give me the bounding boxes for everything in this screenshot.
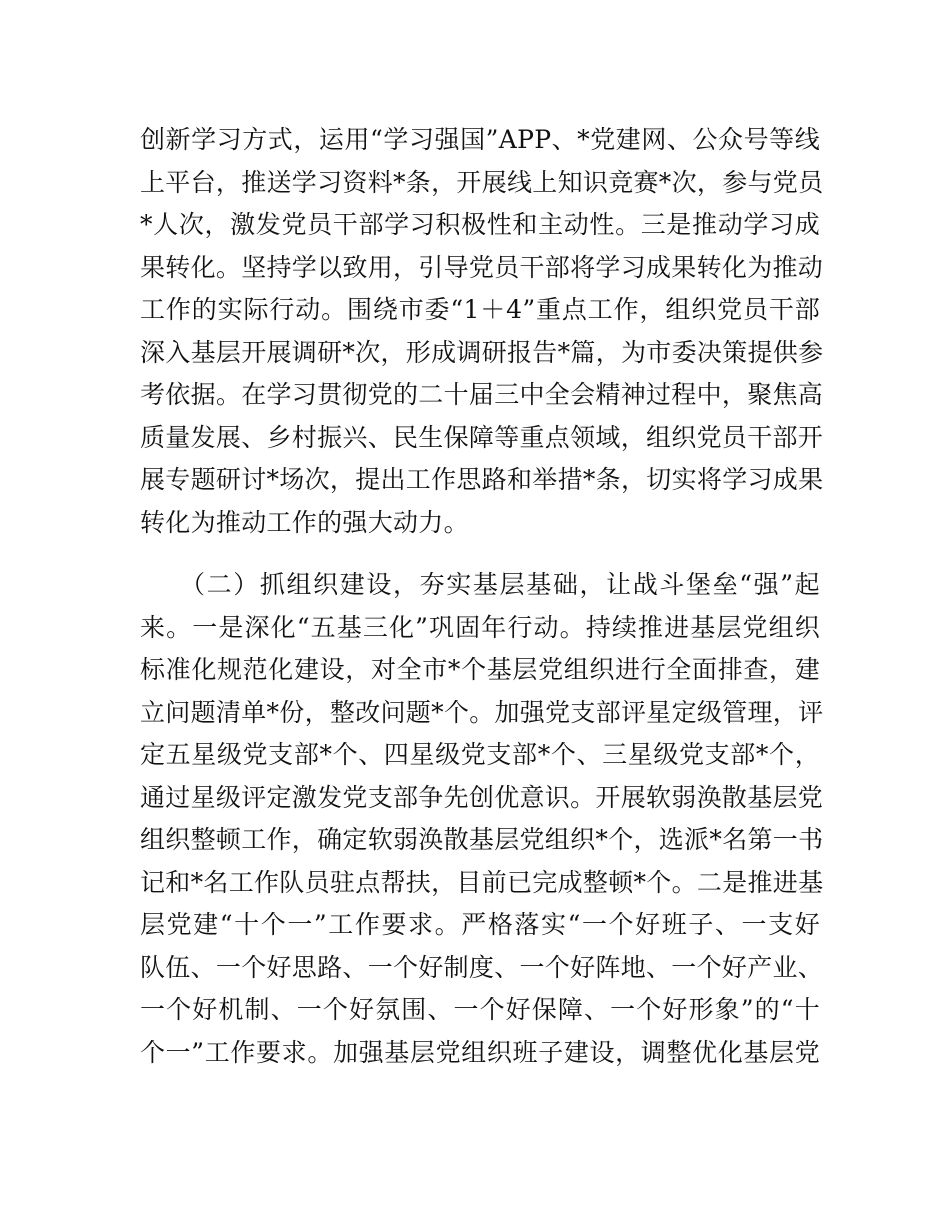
paragraph-spacer (140, 544, 820, 564)
text-line: 深入基层开展调研*次，形成调研报告*篇，为市委决策提供参 (140, 337, 824, 367)
text-line: 通过星级评定激发党支部争先创优意识。开展软弱涣散基层党 (140, 782, 824, 812)
text-line: 考依据。在学习贯彻党的二十届三中全会精神过程中，聚焦高 (140, 380, 824, 409)
text-line: 上平台，推送学习资料*条，开展线上知识竞赛*次，参与党员 (140, 167, 824, 197)
text-line: 队伍、一个好思路、一个好制度、一个好阵地、一个好产业、 (140, 952, 824, 982)
section-heading-line: （二）抓组织建设，夯实基层基础，让战斗堡垒“强”起 (180, 570, 820, 599)
text-line: 个一”工作要求。加强基层党组织班子建设，调整优化基层党 (140, 1037, 820, 1067)
text-line: 定五星级党支部*个、四星级党支部*个、三星级党支部*个， (140, 740, 820, 769)
text-line: 记和*名工作队员驻点帮扶，目前已完成整顿*个。二是推进基 (140, 867, 824, 897)
text-line: 质量发展、乡村振兴、民生保障等重点领域，组织党员干部开 (140, 422, 824, 452)
text-line: 标准化规范化建设，对全市*个基层党组织进行全面排查，建 (140, 655, 820, 684)
text-line: 展专题研讨*场次，提出工作思路和举措*条，切实将学习成果 (140, 465, 824, 494)
text-line: 来。一是深化“五基三化”巩固年行动。持续推进基层党组织 (140, 612, 820, 642)
paragraph-study-transformation (140, 119, 824, 544)
text-line: 工作的实际行动。围绕市委“1＋4”重点工作，组织党员干部 (140, 295, 820, 324)
text-line: *人次，激发党员干部学习积极性和主动性。三是推动学习成 (140, 210, 820, 239)
text-line: 创新学习方式，运用“学习强国”APP、*党建网、公众号等线 (140, 125, 820, 154)
text-line: 层党建“十个一”工作要求。严格落实“一个好班子、一支好 (140, 910, 820, 939)
text-line: 果转化。坚持学以致用，引导党员干部将学习成果转化为推动 (140, 252, 824, 282)
text-line: 一个好机制、一个好氛围、一个好保障、一个好形象”的“十 (140, 995, 820, 1024)
paragraph-organization-building (140, 564, 824, 1074)
document-body (140, 119, 824, 1074)
text-line: 转化为推动工作的强大动力。 (140, 507, 469, 537)
text-line: 立问题清单*份，整改问题*个。加强党支部评星定级管理，评 (140, 697, 824, 727)
text-line: 组织整顿工作，确定软弱涣散基层党组织*个，选派*名第一书 (140, 825, 824, 854)
